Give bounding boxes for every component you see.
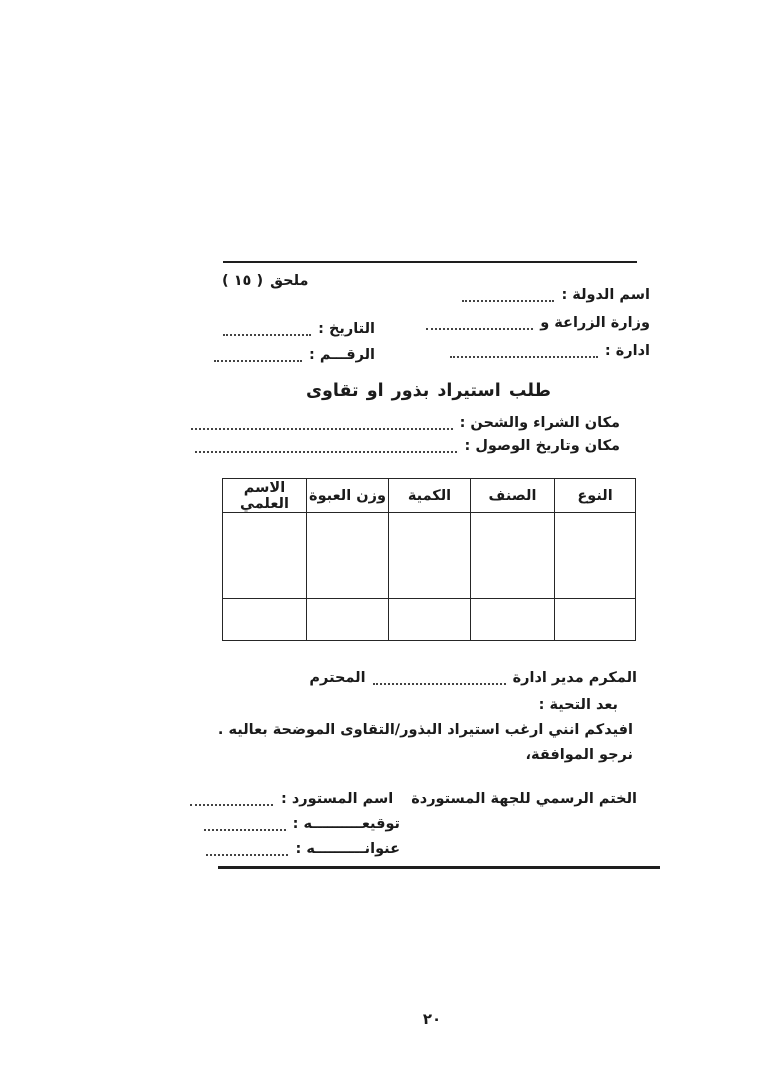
table-cell [307, 599, 389, 641]
number-field [214, 345, 375, 366]
column-header-variety: الصنف [471, 479, 555, 513]
table-cell [223, 599, 307, 641]
letter-closing-text: نرجو الموافقة، [525, 747, 633, 763]
department-field [450, 341, 650, 362]
purchase-place-field [191, 413, 620, 434]
address-dotted-line [206, 854, 288, 856]
importer-name-label: اسم المستورد : [281, 791, 394, 807]
form-title: طلب استيراد بذور او تقاوى [305, 381, 552, 401]
table-cell [555, 599, 636, 641]
department-dotted-line [450, 356, 598, 358]
purchase-place-label: مكان الشراء والشحن : [459, 415, 620, 431]
column-header-quantity: الكمية [389, 479, 471, 513]
importer-name-field [190, 789, 393, 810]
signature-label: توقيعــــــــــه : [292, 816, 400, 832]
date-label: التاريخ : [318, 321, 375, 337]
letter-to-dotted-line [373, 683, 506, 685]
letter-to-suffix: المحترم [309, 670, 366, 686]
purchase-dotted-line [191, 428, 453, 430]
number-dotted-line [214, 360, 302, 362]
letter-greeting-text: بعد التحية : [538, 697, 618, 713]
table-header-row [223, 479, 636, 513]
ministry-dotted-line [426, 328, 533, 330]
annex-text: ملحق [270, 273, 309, 289]
table-row [223, 599, 636, 641]
table-cell [555, 513, 636, 599]
arrival-label: مكان وتاريخ الوصول : [464, 438, 620, 454]
table-cell [471, 599, 555, 641]
ministry-label: وزارة الزراعة و [540, 315, 650, 331]
date-field [223, 319, 375, 340]
letter-to-line [309, 668, 637, 689]
table-cell [223, 513, 307, 599]
letter-body [218, 720, 633, 741]
letter-to-prefix: المكرم مدير ادارة [512, 670, 637, 686]
letter-body-text: افيدكم انني ارغب استيراد البذور/التقاوى الموضحة بعاليه . [217, 722, 633, 738]
top-divider [223, 261, 637, 263]
bottom-divider [218, 866, 660, 869]
country-label: اسم الدولة : [561, 287, 650, 303]
column-header-package-weight: وزن العبوة [307, 479, 389, 513]
importer-name-dotted-line [190, 804, 273, 806]
letter-greeting [539, 695, 618, 716]
arrival-dotted-line [195, 451, 457, 453]
signature-field [204, 814, 400, 835]
column-header-scientific-name: الاسم العلمي [223, 479, 307, 513]
date-dotted-line [223, 334, 311, 336]
number-label: الرقـــم : [308, 347, 375, 363]
ministry-field [426, 313, 650, 334]
address-label: عنوانــــــــــه : [295, 841, 400, 857]
table-row [223, 513, 636, 599]
address-field [206, 839, 400, 860]
department-label: ادارة : [604, 343, 650, 359]
country-field [462, 285, 650, 306]
column-header-type: النوع [555, 479, 636, 513]
country-dotted-line [462, 300, 554, 302]
signature-row-1 [190, 789, 637, 810]
table-cell [389, 513, 471, 599]
table-cell [307, 513, 389, 599]
stamp-label: الختم الرسمي للجهة المستوردة [411, 791, 637, 807]
page-number: ٢٠ [422, 1010, 442, 1028]
annex-number: ( ١٥ ) [222, 273, 264, 289]
letter-closing [526, 745, 633, 766]
arrival-field [195, 436, 620, 457]
annex-label [222, 271, 309, 292]
signature-dotted-line [204, 829, 286, 831]
table-cell [471, 513, 555, 599]
seeds-table [222, 478, 636, 641]
table-cell [389, 599, 471, 641]
